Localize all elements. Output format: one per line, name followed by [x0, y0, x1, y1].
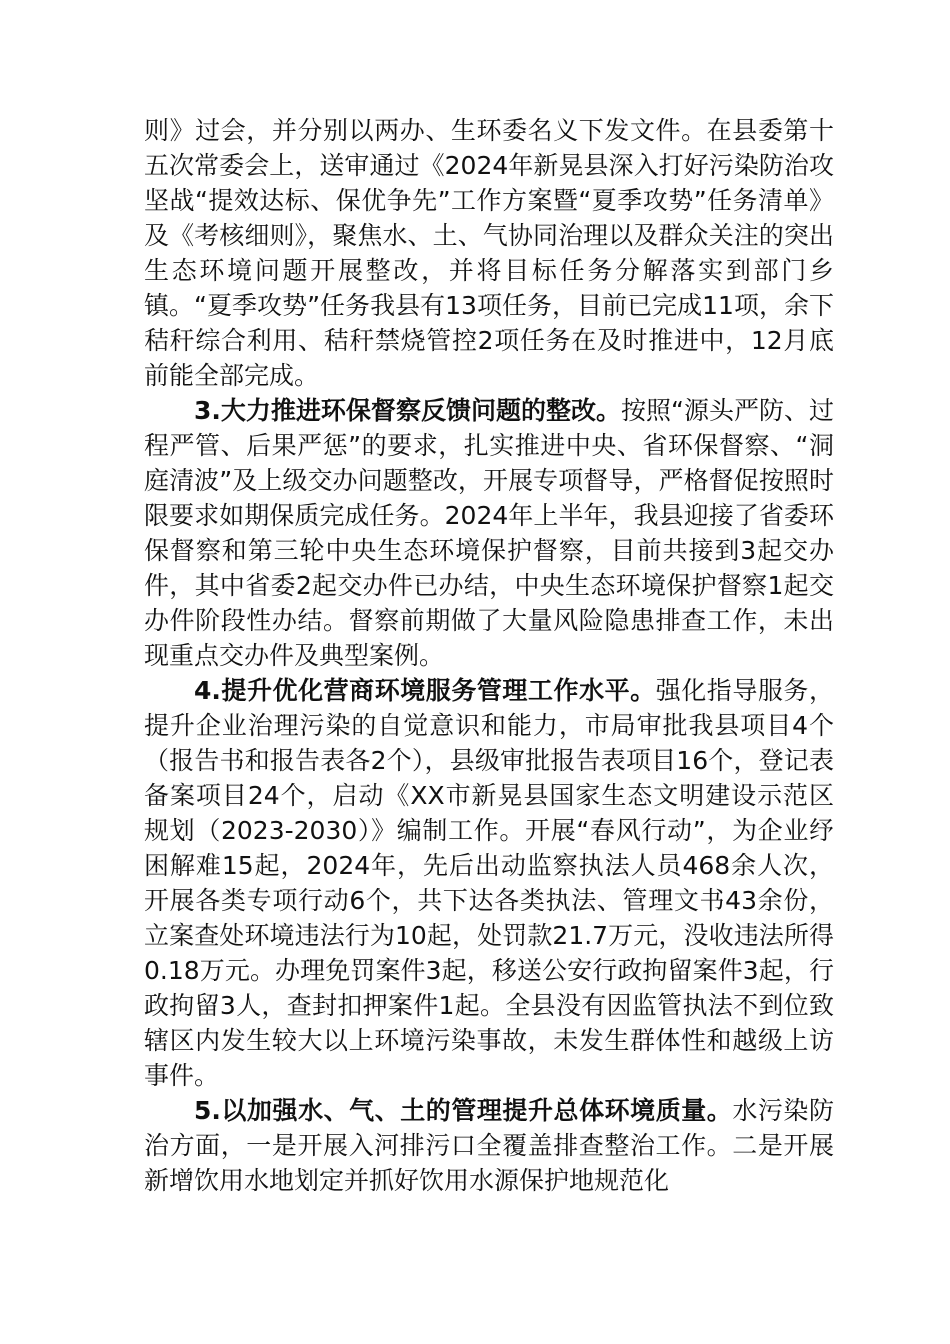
- paragraph-2-text: 按照“源头严防、过程严管、后果严惩”的要求，扎实推进中央、省环保督察、“洞庭清波”及上级交办问题整改，开展专项督导，严格督促按照时限要求如期保质完成任务。2024年上半年，我县迎接了省委环保督察和第三轮中央生态环境保护督察，目前共接到3起交办件，其中省委2起交办件已办结，中央生态环境保护督察1起交办件阶段性办结。督察前期做了大量风险隐患排查工作，未出现重点交办件及典型案例。: [144, 396, 834, 670]
- paragraph-2: [144, 393, 834, 673]
- paragraph-4-heading: 5.以加强水、气、土的管理提升总体环境质量。: [194, 1096, 733, 1125]
- paragraph-1-text: 则》过会，并分别以两办、生环委名义下发文件。在县委第十五次常委会上，送审通过《2024年新晃县深入打好污染防治攻坚战“提效达标、保优争先”工作方案暨“夏季攻势”任务清单》及《考核细则》，聚焦水、土、气协同治理以及群众关注的突出生态环境问题开展整改，并将目标任务分解落实到部门乡镇。“夏季攻势”任务我县有13项任务，目前已完成11项，余下秸秆综合利用、秸秆禁烧管控2项任务在及时推进中，12月底前能全部完成。: [144, 116, 834, 390]
- paragraph-4: [144, 1093, 834, 1198]
- paragraph-3-heading: 4.提升优化营商环境服务管理工作水平。: [194, 676, 656, 705]
- document-page: [144, 113, 834, 1198]
- paragraph-2-heading: 3.大力推进环保督察反馈问题的整改。: [194, 396, 621, 425]
- paragraph-3: [144, 673, 834, 1093]
- paragraph-4-text: 水污染防治方面，一是开展入河排污口全覆盖排查整治工作。二是开展新增饮用水地划定并抓好饮用水源保护地规范化: [144, 1096, 834, 1195]
- paragraph-1: [144, 113, 834, 393]
- paragraph-3-text: 强化指导服务，提升企业治理污染的自觉意识和能力，市局审批我县项目4个（报告书和报告表各2个），县级审批报告表项目16个，登记表备案项目24个，启动《XX市新晃县国家生态文明建设示范区规划（2023-2030）》编制工作。开展“春风行动”，为企业纾困解难15起，2024年，先后出动监察执法人员468余人次，开展各类专项行动6个，共下达各类执法、管理文书43余份，立案查处环境违法行为10起，处罚款21.7万元，没收违法所得0.18万元。办理免罚案件3起，移送公安行政拘留案件3起，行政拘留3人，查封扣押案件1起。全县没有因监管执法不到位致辖区内发生较大以上环境污染事故，未发生群体性和越级上访事件。: [144, 676, 834, 1090]
